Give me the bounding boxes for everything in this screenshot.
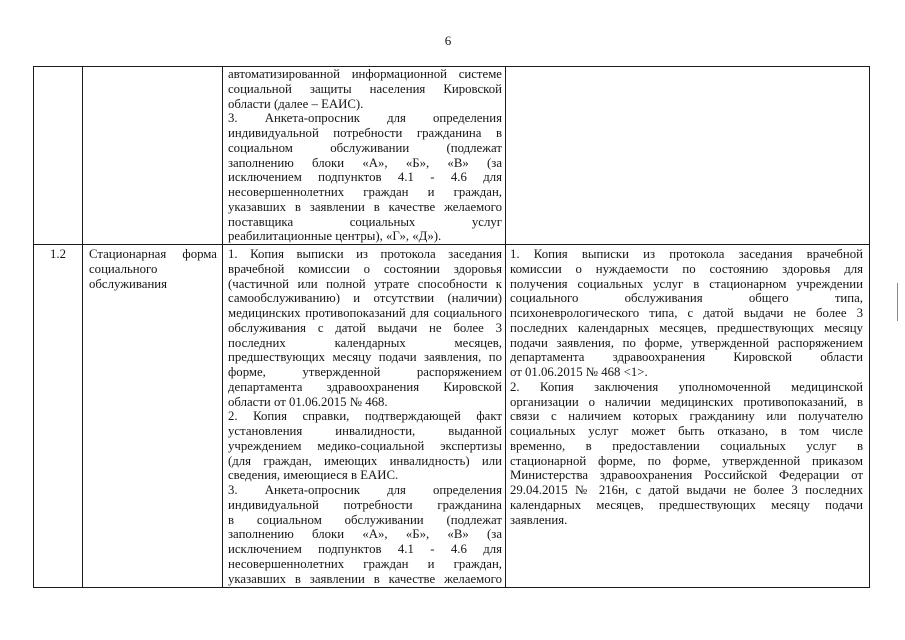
- text-line: стационарной форме, по форме, утвержденной приказом: [510, 453, 863, 468]
- text-line: департамента здравоохранения Кировской области: [510, 350, 863, 365]
- text-line: индивидуальной потребности гражданина: [228, 497, 502, 512]
- text-line: Министерства здравоохранения Российской Федерации от: [510, 468, 863, 483]
- text-line: 3. Анкета-опросник для определения: [228, 111, 502, 126]
- text-line: комиссии о нуждаемости по состоянию здоровья для: [510, 261, 863, 276]
- text-line: (для граждан, имеющих инвалидность) или: [228, 453, 502, 468]
- documents-column-3-cell: [223, 245, 506, 588]
- row-number-cell: [34, 245, 83, 588]
- text-line: учреждением медико-социальной экспертизы: [228, 438, 502, 453]
- documents-column-4-cell: [506, 67, 870, 245]
- table-row: [34, 67, 870, 245]
- text-line: социальных услуг может быть отказано, в том числе: [510, 424, 863, 438]
- text-line: установления инвалидности, выданной: [228, 424, 502, 438]
- text-line: обслуживания: [89, 276, 168, 291]
- text-line: исключением подпунктов 4.1 - 4.6 для: [228, 542, 502, 556]
- text-line: реабилитационные центры), «Г», «Д»).: [228, 229, 442, 244]
- text-line: организации о наличии медицинских противопоказаний, в: [510, 394, 863, 409]
- text-line: области (далее – ЕАИС).: [228, 96, 364, 111]
- text-line: форме, утвержденной распоряжением: [228, 365, 502, 379]
- row-number-cell: [34, 67, 83, 245]
- scan-edge-mark: [897, 283, 898, 321]
- paragraph: [228, 409, 502, 483]
- text-line: врачебной комиссии о состоянии здоровья: [228, 261, 502, 276]
- text-line: указавших в заявлении в качестве желаемого: [228, 199, 502, 214]
- page-number: 6: [444, 33, 452, 48]
- paragraph: [228, 483, 502, 586]
- text-line: календарных месяцев, предшествующих месяцу подачи: [510, 497, 863, 512]
- paragraph: [89, 247, 217, 291]
- text-line: медицинских противопоказаний для социального: [228, 306, 502, 320]
- text-line: от 01.06.2015 № 468 <1>.: [510, 365, 648, 379]
- text-line: в социальном обслуживании (подлежат: [228, 512, 502, 527]
- text-line: несовершеннолетних граждан и граждан,: [228, 185, 502, 199]
- paragraph: [510, 380, 863, 528]
- text-line: предшествующих месяцу подачи заявления, по: [228, 350, 502, 365]
- paragraph: [36, 247, 80, 262]
- text-line: несовершеннолетних граждан и граждан,: [228, 556, 502, 571]
- text-line: связи с наличием которых гражданину или получателю: [510, 409, 863, 424]
- text-line: заполнению блоки «А», «Б», «В» (за: [228, 155, 502, 170]
- documents-column-3-cell: [223, 67, 506, 245]
- text-line: 29.04.2015 № 216н, с датой выдачи не более 3 последних: [510, 483, 863, 497]
- service-form-cell: [83, 245, 223, 588]
- text-line: последних календарных месяцев, предшествующих месяцу: [510, 320, 863, 335]
- text-line: 2. Копия справки, подтверждающей факт: [228, 409, 502, 424]
- text-line: исключением подпунктов 4.1 - 4.6 для: [228, 170, 502, 185]
- paragraph: [228, 111, 502, 244]
- text-line: временно, в предоставлении социальных услуг в: [510, 438, 863, 453]
- text-line: 3. Анкета-опросник для определения: [228, 483, 502, 497]
- paragraph: [510, 247, 863, 380]
- text-line: самообслуживанию) и отсутствии (наличии): [228, 291, 502, 306]
- text-line: (частичной или полной утрате способности к: [228, 276, 502, 291]
- text-line: индивидуальной потребности гражданина в: [228, 126, 502, 140]
- text-line: заявления.: [510, 512, 568, 527]
- text-line: социальном обслуживании (подлежат: [228, 140, 502, 155]
- text-line: социального обслуживания общего типа,: [510, 291, 863, 306]
- text-line: указавших в заявлении в качестве желаемого: [228, 571, 502, 586]
- text-line: подачи заявления, по форме, утвержденной распоряжением: [510, 335, 863, 350]
- text-line: автоматизированной информационной системе: [228, 67, 502, 81]
- paragraph: [228, 247, 502, 409]
- text-line: последних календарных месяцев,: [228, 335, 502, 350]
- text-line: области от 01.06.2015 № 468.: [228, 394, 388, 409]
- text-line: департамента здравоохранения Кировской: [228, 379, 502, 394]
- text-line: социальной защиты населения Кировской: [228, 81, 502, 96]
- text-line: поставщика социальных услуг: [228, 214, 502, 229]
- text-line: психоневрологического типа, с датой выдачи не более 3: [510, 306, 863, 320]
- text-line: получения социальных услуг в стационарном учреждении: [510, 276, 863, 291]
- text-line: обслуживания с датой выдачи не более 3: [228, 320, 502, 335]
- text-line: социального: [89, 261, 158, 276]
- paragraph: [228, 67, 502, 111]
- text-line: 2. Копия заключения уполномоченной медицинской: [510, 379, 863, 394]
- text-line: Стационарная форма: [89, 247, 217, 261]
- text-line: 1.2: [50, 247, 66, 261]
- documents-table: [33, 66, 870, 588]
- documents-column-4-cell: [506, 245, 870, 588]
- table-row: [34, 245, 870, 588]
- service-form-cell: [83, 67, 223, 245]
- text-line: 1. Копия выписки из протокола заседания: [228, 247, 502, 261]
- text-line: заполнению блоки «А», «Б», «В» (за: [228, 527, 502, 542]
- text-line: сведения, имеющиеся в ЕАИС.: [228, 468, 399, 483]
- text-line: 1. Копия выписки из протокола заседания врачебной: [510, 247, 863, 261]
